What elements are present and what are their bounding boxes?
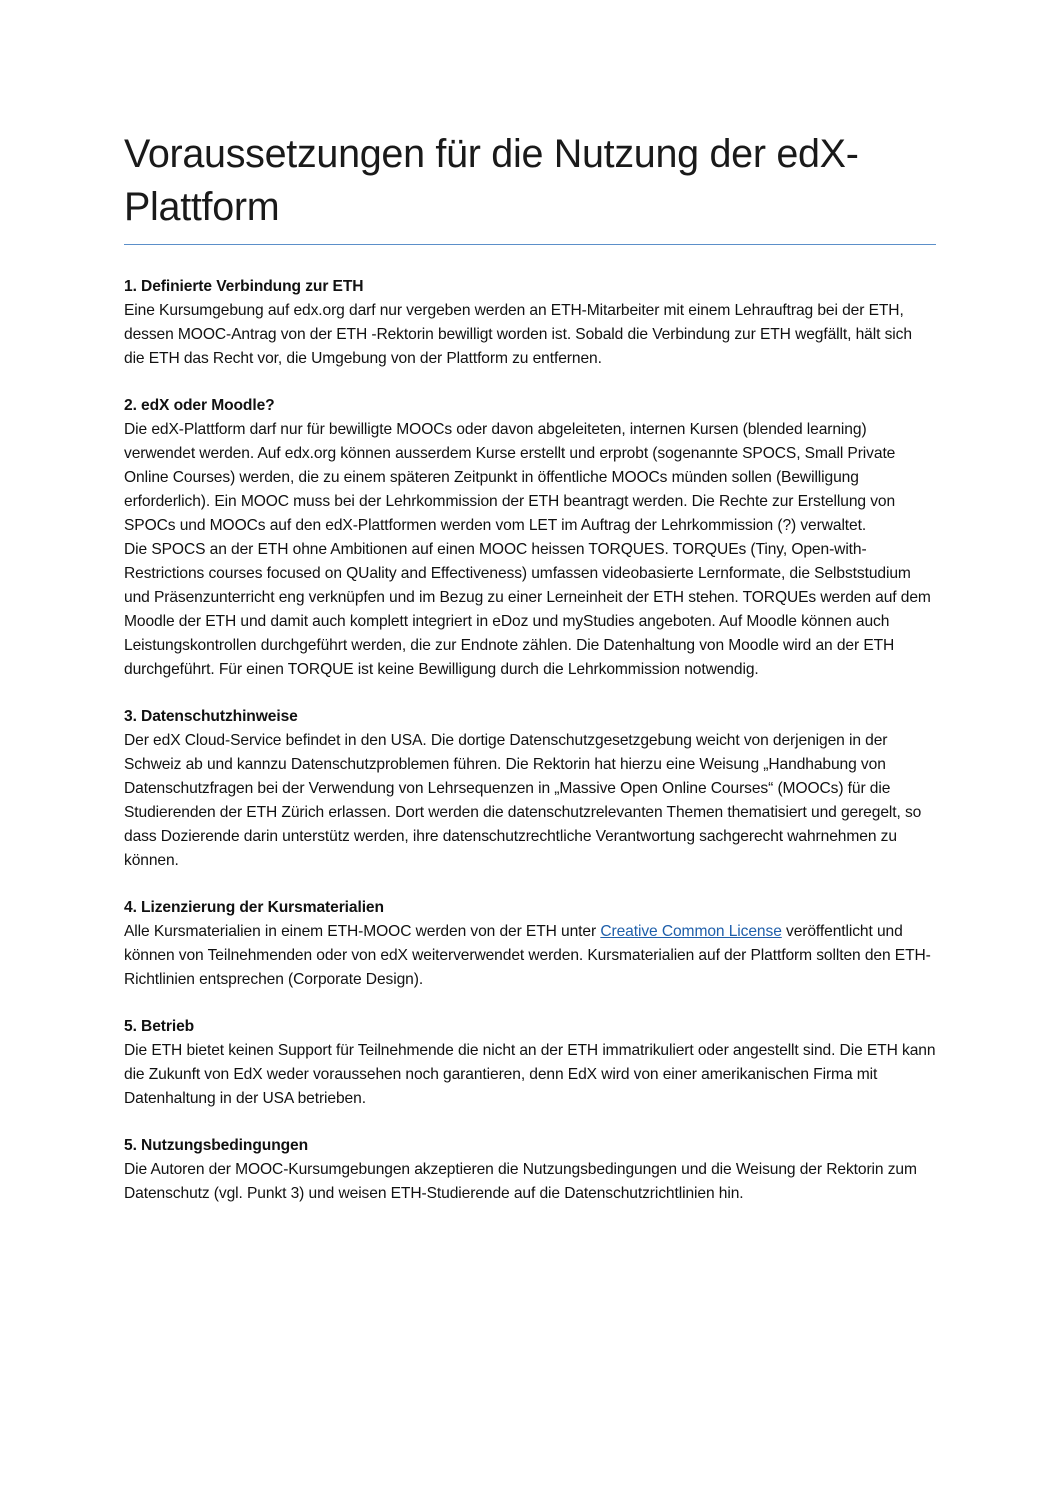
creative-common-license-link[interactable]: Creative Common License — [600, 923, 782, 940]
section-heading: 5. Betrieb — [124, 1018, 195, 1035]
section-heading: 1. Definierte Verbindung zur ETH — [124, 278, 364, 295]
section-betrieb — [124, 1015, 936, 1111]
document-content — [124, 128, 936, 1229]
paragraph-tail-text: veröffentlicht und können von Teilnehmenden oder von edX weiterverwendet werden. Kursmaterialien auf der Plattform sollten den ETH-Richtlinien entsprechen (Corporate Design). — [124, 923, 931, 988]
sections — [124, 275, 936, 1206]
section-paragraph — [124, 920, 936, 992]
section-nutzungsbedingungen — [124, 1134, 936, 1206]
section-verbindung — [124, 275, 936, 371]
section-paragraph: Die Autoren der MOOC-Kursumgebungen akzeptieren die Nutzungsbedingungen und die Weisung der Rektorin zum Datenschutz (vgl. Punkt 3) und weisen ETH-Studierende auf die Datenschutzrichtlinien hin. — [124, 1161, 917, 1202]
section-paragraph: Die ETH bietet keinen Support für Teilnehmende die nicht an der ETH immatrikuliert oder angestellt sind. Die ETH kann die Zukunft von EdX weder voraussehen noch garantieren, denn EdX wird von einer amerikanischen Firma mit Datenhaltung in der USA betrieben. — [124, 1042, 936, 1107]
page-title: Voraussetzungen für die Nutzung der edX-Plattform — [124, 128, 936, 245]
section-heading: 4. Lizenzierung der Kursmaterialien — [124, 899, 384, 916]
section-heading: 3. Datenschutzhinweise — [124, 708, 298, 725]
section-lizenzierung — [124, 896, 936, 992]
section-paragraph: Die edX-Plattform darf nur für bewilligte MOOCs oder davon abgeleiteten, internen Kursen (blended learning) verwendet werden. Auf edx.org können ausserdem Kurse erstellt und erprobt (sogenannte SPOCS, Small Private Online Courses) werden, die zu einem späteren Zeitpunkt in öffentliche MOOCs münden sollen (Bewilligung erforderlich). Ein MOOC muss bei der Lehrkommission der ETH beantragt werden. Die Rechte zur Erstellung von SPOCs und MOOCs auf den edX-Plattformen werden vom LET im Auftrag der Lehrkommission (?) verwaltet. — [124, 421, 896, 534]
section-heading: 2. edX oder Moodle? — [124, 397, 275, 414]
section-paragraph: Die SPOCS an der ETH ohne Ambitionen auf einen MOOC heissen TORQUES. TORQUEs (Tiny, Open-with-Restrictions courses focused on QUality and Effectiveness) umfassen videobasierte Lernformate, die Selbststudium und Präsenzunterricht eng verknüpfen und im Bezug zu einer Lerneinheit der ETH stehen. TORQUEs werden auf dem Moodle der ETH und damit auch komplett integriert in eDoz und myStudies angeboten. Auf Moodle können auch Leistungskontrollen durchgeführt werden, die zur Endnote zählen. Die Datenhaltung von Moodle wird an der ETH durchgeführt. Für einen TORQUE ist keine Bewilligung durch die Lehrkommission notwendig. — [124, 541, 931, 678]
section-paragraph: Der edX Cloud-Service befindet in den USA. Die dortige Datenschutzgesetzgebung weicht von derjenigen in der Schweiz ab und kannzu Datenschutzproblemen führen. Die Rektorin hat hierzu eine Weisung „Handhabung von Datenschutzfragen bei der Verwendung von Lehrsequenzen in „Massive Open Online Courses“ (MOOCs) für die Studierenden der ETH Zürich erlassen. Dort werden die datenschutzrelevanten Themen thematisiert und geregelt, so dass Dozierende darin unterstütz werden, ihre datenschutzrechtliche Verantwortung sachgerecht wahrnehmen zu können. — [124, 732, 922, 869]
section-datenschutz — [124, 705, 936, 873]
paragraph-lead-text: Alle Kursmaterialien in einem ETH-MOOC werden von der ETH unter — [124, 923, 601, 940]
section-heading: 5. Nutzungsbedingungen — [124, 1137, 309, 1154]
section-paragraph: Eine Kursumgebung auf edx.org darf nur vergeben werden an ETH-Mitarbeiter mit einem Lehrauftrag bei der ETH, dessen MOOC-Antrag von der ETH -Rektorin bewilligt worden ist. Sobald die Verbindung zur ETH wegfällt, hält sich die ETH das Recht vor, die Umgebung von der Plattform zu entfernen. — [124, 302, 912, 367]
section-edx-oder-moodle — [124, 394, 936, 682]
